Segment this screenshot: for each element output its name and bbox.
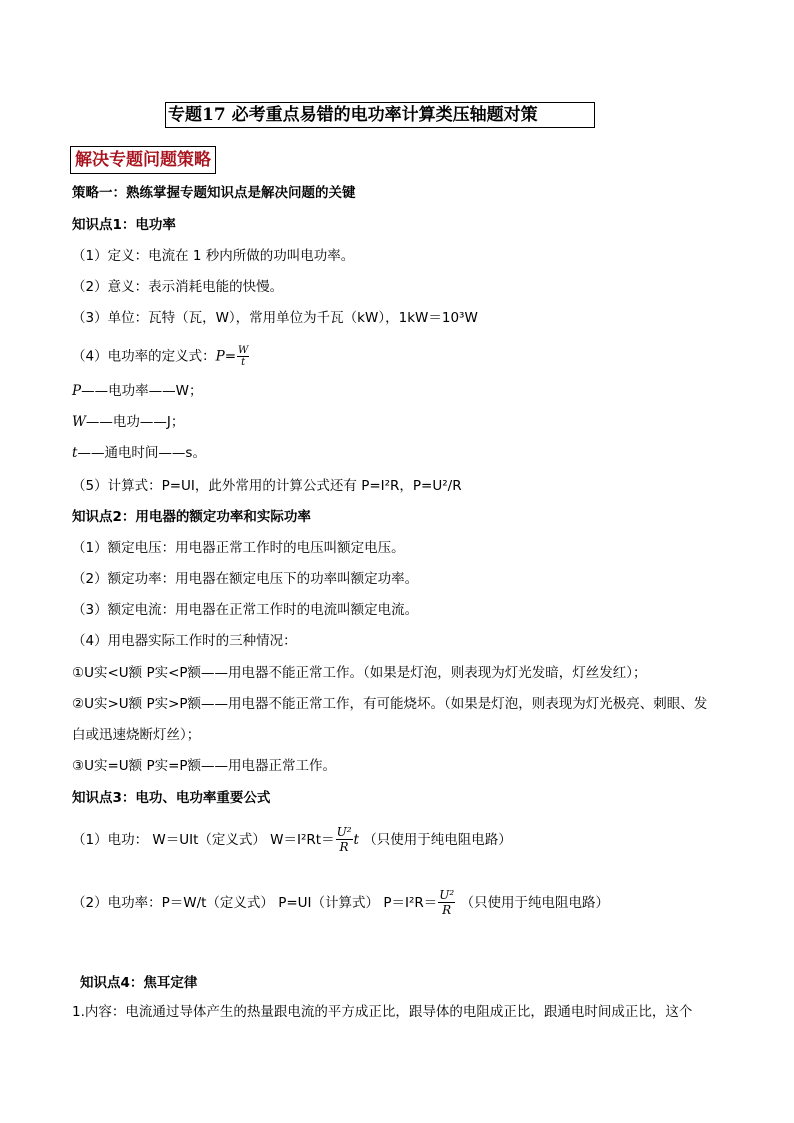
- kp2-item4: （4）用电器实际工作时的三种情况：: [72, 633, 297, 649]
- kp4-item1: 1.内容：电流通过导体产生的热量跟电流的平方成正比，跟导体的电阻成正比，跟通电时间成正比，这个: [72, 1004, 693, 1020]
- def-t-symbol: t: [72, 445, 78, 461]
- def-w-symbol: W: [72, 414, 86, 430]
- f1-suffix: （只使用于纯电阻电路）: [363, 832, 512, 848]
- formula-numerator: W: [238, 345, 249, 356]
- def-t-text: ——通电时间——s。: [77, 445, 206, 461]
- kp2-heading: 知识点2：用电器的额定功率和实际功率: [72, 509, 311, 525]
- f2-numerator: U²: [439, 888, 455, 902]
- kp1-item5: （5）计算式：P=UI，此外常用的计算公式还有 P=I²R，P=U²/R: [72, 478, 462, 494]
- kp2-case2-cont: 白或迅速烧断灯丝）；: [72, 727, 201, 743]
- formula-denominator: t: [241, 357, 246, 368]
- f1-prefix: （1）电功： W＝UIt（定义式） W＝I²Rt＝: [72, 832, 335, 848]
- page-title: 专题17 必考重点易错的电功率计算类压轴题对策: [165, 102, 595, 128]
- def-w-text: ——电功——J；: [85, 414, 185, 430]
- f2-denominator: R: [442, 903, 452, 917]
- kp2-item2: （2）额定功率：用电器在额定电压下的功率叫额定功率。: [72, 571, 419, 587]
- kp2-case3: ③U实=U额 P实=P额——用电器正常工作。: [72, 758, 337, 774]
- def-t: [72, 443, 206, 463]
- f1-fraction: [336, 826, 353, 854]
- kp3-formula2: [72, 889, 609, 917]
- kp3-formula1: [72, 826, 512, 854]
- def-p-symbol: P: [72, 383, 82, 399]
- kp3-heading: 知识点3：电功、电功率重要公式: [72, 790, 271, 806]
- kp4-heading: 知识点4：焦耳定律: [80, 975, 198, 991]
- kp2-item3: （3）额定电流：用电器在正常工作时的电流叫额定电流。: [72, 602, 419, 618]
- f1-numerator: U²: [336, 825, 352, 839]
- kp1-heading: 知识点1：电功率: [72, 217, 176, 233]
- def-p-text: ——电功率——W；: [81, 383, 203, 399]
- kp1-item2: （2）意义：表示消耗电能的快慢。: [72, 279, 284, 295]
- kp2-case1: ①U实<U额 P实<P额——用电器不能正常工作。（如果是灯泡，则表现为灯光发暗，灯丝发红）；: [72, 665, 647, 681]
- f2-prefix: （2）电功率：P＝W/t（定义式） P=UI（计算式） P＝I²R＝: [72, 895, 438, 911]
- f1-t: t: [353, 832, 359, 848]
- f2-fraction: [438, 889, 455, 917]
- kp2-item1: （1）额定电压：用电器正常工作时的电压叫额定电压。: [72, 540, 405, 556]
- formula-p-symbol: P: [215, 348, 225, 365]
- formula-w-over-t: [237, 345, 249, 368]
- kp1-item4-prefix: （4）电功率的定义式：: [72, 348, 216, 365]
- kp1-item3: （3）单位：瓦特（瓦，W），常用单位为千瓦（kW），1kW＝10³W: [72, 310, 478, 326]
- f2-suffix: （只使用于纯电阻电路）: [460, 895, 609, 911]
- formula-eq: =: [224, 348, 236, 365]
- section-heading: 解决专题问题策略: [70, 146, 216, 174]
- strategy-heading: 策略一：熟练掌握专题知识点是解决问题的关键: [72, 185, 356, 201]
- def-w: [72, 412, 184, 432]
- f1-denominator: R: [339, 840, 349, 854]
- kp2-case2: ②U实>U额 P实>P额——用电器不能正常工作，有可能烧坏。（如果是灯泡，则表现为灯光极亮、刺眼、发: [72, 696, 708, 712]
- kp1-item1: （1）定义：电流在 1 秒内所做的功叫电功率。: [72, 248, 355, 264]
- def-p: [72, 381, 202, 401]
- kp1-item4: [72, 345, 250, 368]
